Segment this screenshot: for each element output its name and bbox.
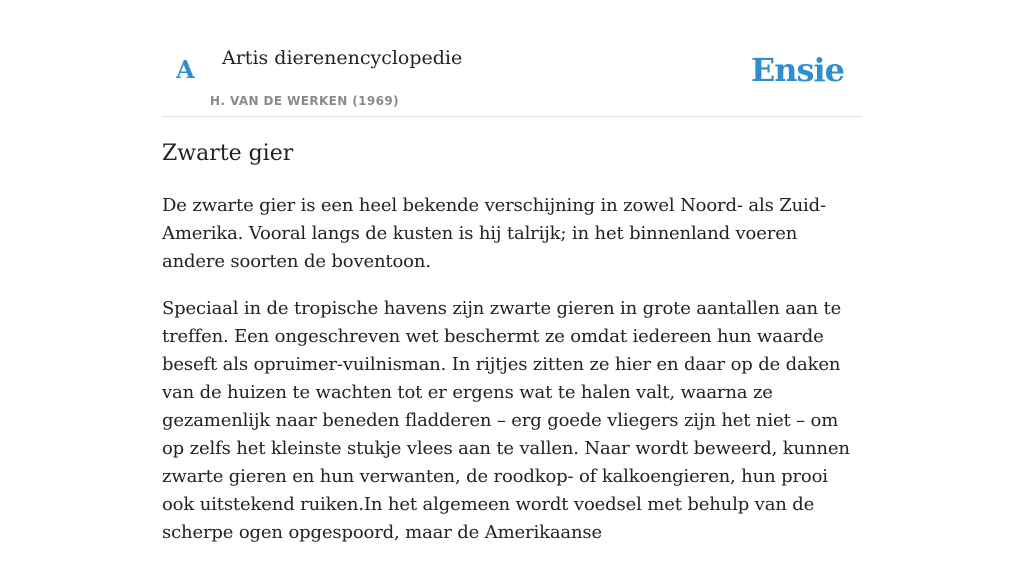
source-book-title[interactable]: Artis dierenencyclopedie [222, 47, 463, 69]
article-page [162, 0, 862, 543]
paragraph: De zwarte gier is een heel bekende verschijning in zowel Noord- als Zuid-Amerika. Vooral langs de kusten is hij talrijk; in het binnenland voeren andere soorten de boventoon. [162, 195, 826, 272]
index-letter[interactable]: A [176, 55, 195, 84]
entry-title: Zwarte gier [162, 141, 294, 166]
source-header [162, 0, 862, 117]
entry-body [162, 192, 864, 566]
paragraph: Speciaal in de tropische havens zijn zwarte gieren in grote aantallen aan te treffen. Een ongeschreven wet beschermt ze omdat iedereen hun waarde beseft als opruimer-vuilnisman. In rijtjes zitten ze hier en daar op de daken van de huizen te wachten tot er ergens wat te halen valt, waarna ze gezamenlijk naar beneden fladderen – erg goede vliegers zijn het niet – om op zelfs het kleinste stukje vlees aan te vallen. Naar wordt beweerd, kunnen zwarte gieren en hun verwanten, de roodkop- of kalkoengieren, hun prooi ook uitstekend ruiken.In het algemeen wordt voedsel met behulp van de scherpe ogen opgespoord, maar de Amerikaanse [162, 298, 850, 543]
ensie-logo[interactable]: Ensie [750, 51, 844, 89]
source-author: H. VAN DE WERKEN (1969) [210, 94, 400, 108]
